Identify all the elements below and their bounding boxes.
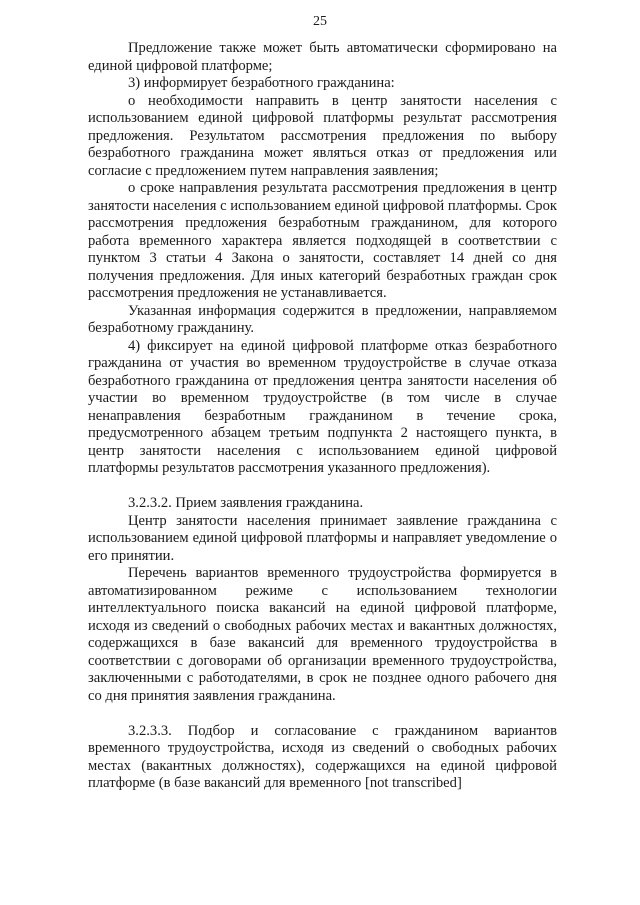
document-body — [88, 40, 557, 793]
paragraph-item-3-heading: 3) информирует безработного гражданина: — [128, 75, 395, 91]
paragraph-deadline-info: о сроке направления результата рассмотрения предложения в центр занятости населения с использованием единой цифровой платформы. Срок рассмотрения предложения безработным гражданином, для которого работа временного характера является подходящей в соответствии с пунктом 3 статьи 4 Закона о занятости, составляет 14 дней со дня получения предложения. Для иных категорий безработных граждан срок рассмотрения предложения не устанавливается. — [88, 180, 557, 301]
paragraph-info-location: Указанная информация содержится в предложении, направляемом безработному гражданину. — [88, 302, 557, 336]
paragraph-item-4-refusal: 4) фиксирует на единой цифровой платформе отказ безработного гражданина от участия во временном трудоустройстве в случае отказа безработного гражданина от предложения центра занятости населения об участии во временном трудоустройстве (в том числе в случае ненаправления безработным гражданином в течение срока, предусмотренного абзацем третьим подпункта 2 настоящего пункта, в центр занятости населения с использованием единой цифровой платформы результатов рассмотрения указанного предложения). — [88, 337, 557, 476]
page-number: 25 — [313, 14, 327, 29]
paragraph-necessity-info: о необходимости направить в центр занятости населения с использованием единой цифровой платформы результат рассмотрения предложения. Результатом рассмотрения предложения по выбору безработного гражданина может являться отказ от предложения или согласие с предложением путем направления заявления; — [88, 92, 557, 179]
paragraph-application-acceptance: Центр занятости населения принимает заявление гражданина с использованием единой цифровой платформы и направляет уведомление о его принятии. — [88, 512, 557, 564]
paragraph-platform-note: Предложение также может быть автоматически сформировано на единой цифровой платформе; — [88, 40, 557, 74]
section-heading-3-2-3-2: 3.2.3.2. Прием заявления гражданина. — [128, 495, 364, 511]
section-3-2-3-3-selection: 3.2.3.3. Подбор и согласование с гражданином вариантов временного трудоустройства, исходя из сведений о свободных рабочих местах (вакантных должностях), содержащихся на единой цифровой платформе (в базе вакансий для временного [not transcribed] — [88, 722, 557, 791]
paragraph-options-list: Перечень вариантов временного трудоустройства формируется в автоматизированном режиме с использованием технологии интеллектуального поиска вакансий на единой цифровой платформе, исходя из сведений о свободных рабочих местах и вакантных должностях, содержащихся в базе вакансий для временного трудоустройства в соответствии с договорами об организации временного трудоустройства, заключенными с работодателями, в срок не позднее одного рабочего дня со дня принятия заявления гражданина. — [88, 565, 557, 704]
